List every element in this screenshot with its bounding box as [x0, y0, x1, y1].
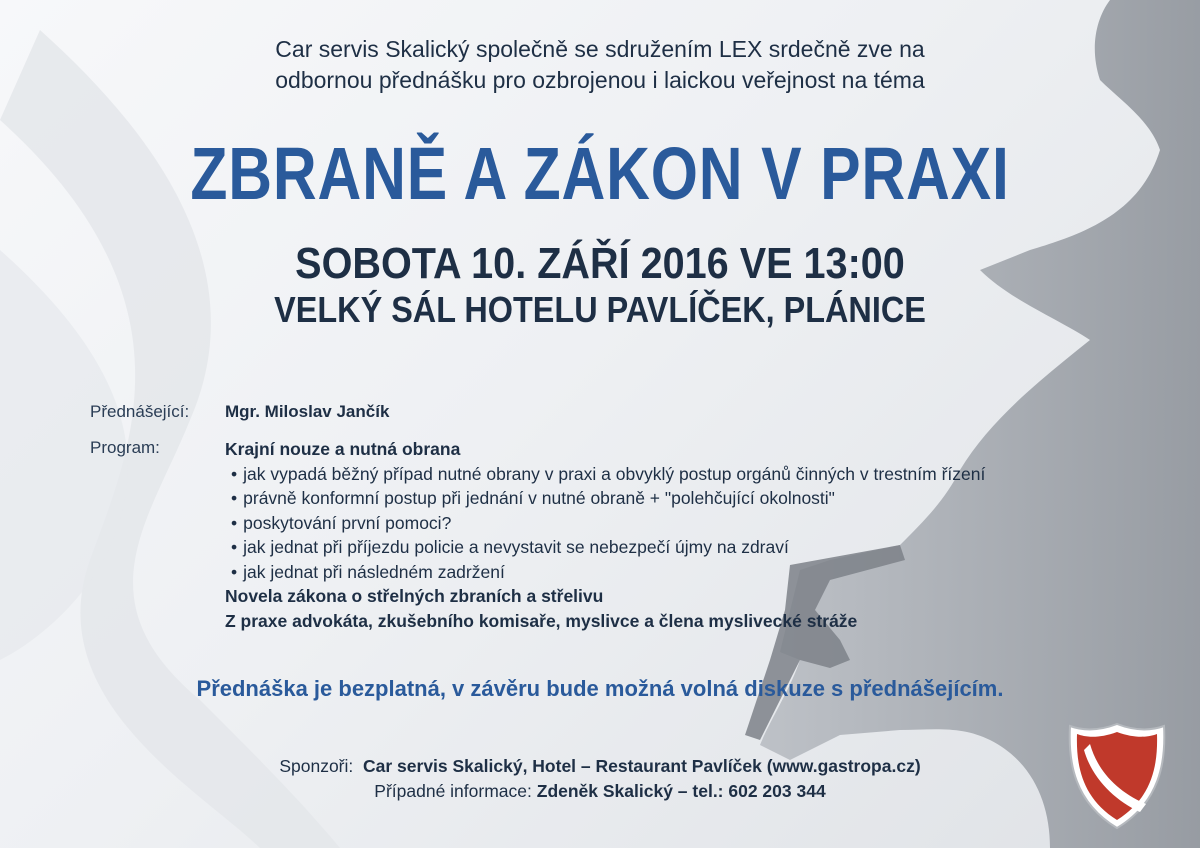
- info-line: [0, 779, 1200, 804]
- program-bullet: • jak jednat při příjezdu policie a nevystavit se nebezpečí újmy na zdraví: [225, 535, 1145, 560]
- program-label: Program:: [90, 438, 160, 457]
- sponsors-label: Sponzoři:: [279, 756, 354, 776]
- program-section-2: Novela zákona o střelných zbraních a střelivu: [225, 586, 604, 606]
- lecturer-name: Mgr. Miloslav Jančík: [225, 402, 390, 421]
- program-bullet: • poskytování první pomoci?: [225, 511, 1145, 536]
- event-date: SOBOTA 10. ZÁŘÍ 2016 VE 13:00: [295, 239, 905, 288]
- intro-text: [0, 34, 1200, 96]
- program-bullet: • jak vypadá běžný případ nutné obrany v praxi a obvyklý postup orgánů činných v trestním řízení: [225, 462, 1145, 487]
- free-lecture-note: Přednáška je bezplatná, v závěru bude možná volná diskuze s přednášejícím.: [196, 676, 1004, 701]
- lex-shield-logo-icon: [1068, 722, 1166, 830]
- info-value: Zdeněk Skalický – tel.: 602 203 344: [536, 781, 826, 801]
- event-title: ZBRANĚ A ZÁKON V PRAXI: [190, 132, 1010, 215]
- intro-line-2: odbornou přednášku pro ozbrojenou i laickou veřejnost na téma: [275, 67, 925, 93]
- program-list: [225, 437, 1145, 633]
- program-bullet: • právně konformní postup při jednání v nutné obraně + "polehčující okolnosti": [225, 486, 1145, 511]
- sponsors-block: [0, 754, 1200, 804]
- sponsors-line: [0, 754, 1200, 779]
- intro-line-1: Car servis Skalický společně se sdružením LEX srdečně zve na: [275, 36, 925, 62]
- sponsors-value: Car servis Skalický, Hotel – Restaurant Pavlíček (www.gastropa.cz): [363, 756, 921, 776]
- program-section-1: Krajní nouze a nutná obrana: [225, 439, 461, 459]
- program-section-3: Z praxe advokáta, zkušebního komisaře, myslivce a člena myslivecké stráže: [225, 610, 858, 631]
- event-place: VELKÝ SÁL HOTELU PAVLÍČEK, PLÁNICE: [274, 289, 926, 330]
- lecturer-label: Přednášející:: [90, 402, 190, 421]
- program-bullet: • jak jednat při následném zadržení: [225, 560, 1145, 585]
- info-label: Případné informace:: [374, 781, 532, 801]
